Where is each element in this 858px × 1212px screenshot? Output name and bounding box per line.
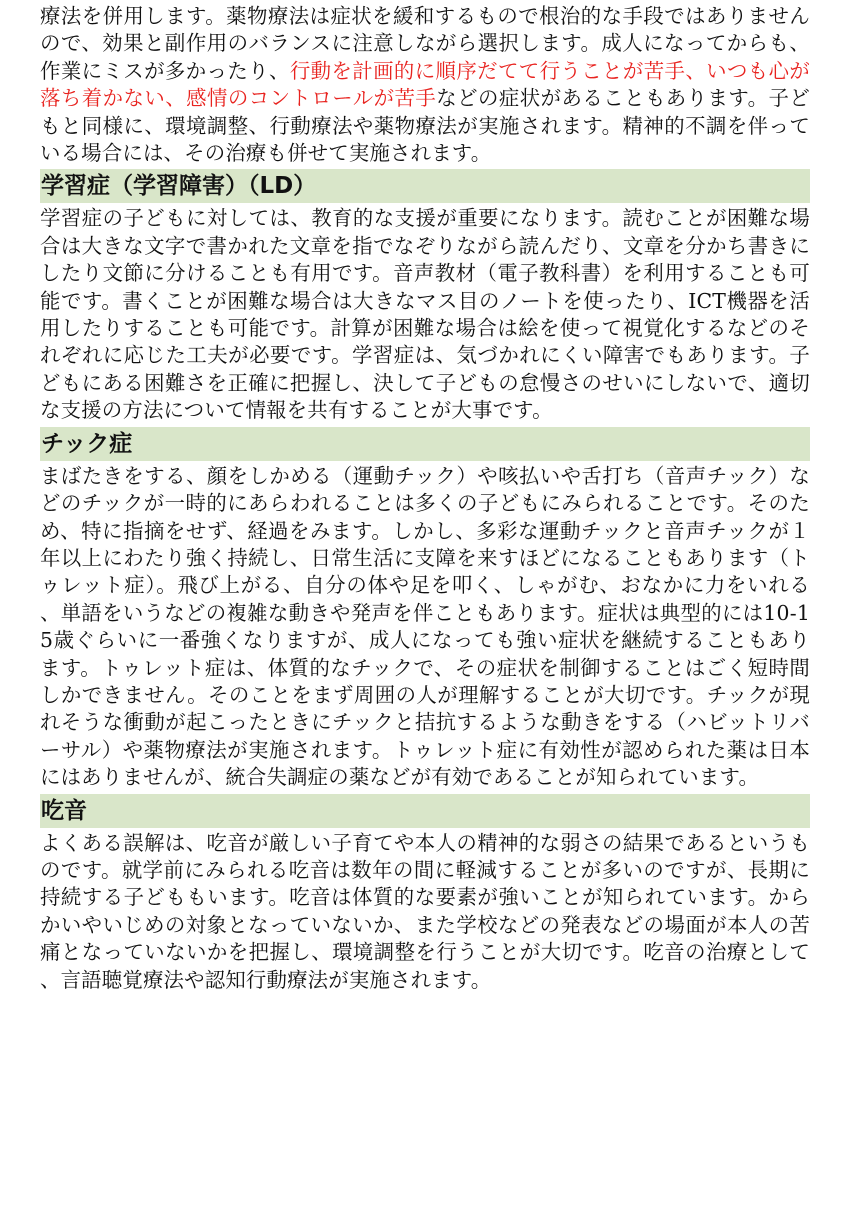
document-page bbox=[40, 0, 810, 994]
stutter-paragraph: よくある誤解は、吃音が厳しい子育てや本人の精神的な弱さの結果であるというものです。就学前にみられる吃音は数年の間に軽減することが多いのですが、長期に持続する子どももいます。吃音は体質的な要素が強いことが知られています。からかいやいじめの対象となっていないか、また学校などの発表などの場面が本人の苦痛となっていないかを把握し、環境調整を行うことが大切です。吃音の治療として、言語聴覚療法や認知行動療法が実施されます。 bbox=[40, 830, 810, 992]
intro-paragraph bbox=[40, 3, 810, 167]
intro-text-a: 療法を併用します。薬物療法は症状を緩和するもので根治的な手段ではありませんので、効果と副作用のバランスに注意しながら選択します。成人になってからも、作業にミスが多かったり、 bbox=[40, 4, 810, 83]
intro-highlighted-text: 行動を計画的に順序だてて行うことが苦手、いつも心が落ち着かない、感情のコントロールが苦手 bbox=[40, 58, 811, 111]
tic-paragraph: まばたきをする、顔をしかめる（運動チック）や咳払いや舌打ち（音声チック）などのチックが一時的にあらわれることは多くの子どもにみられることです。そのため、特に指摘をせず、経過をみます。しかし、多彩な運動チックと音声チックが１年以上にわたり強く持続し、日常生活に支障を来すほどになることもあります（トゥレット症）。飛び上がる、自分の体や足を叩く、しゃがむ、おなかに力をいれる、単語をいうなどの複雑な動きや発声を伴こともあります。症状は典型的には10-15歳ぐらいに一番強くなりますが、成人になっても強い症状を継続することもあります。トゥレット症は、体質的なチックで、その症状を制御することはごく短時間しかできません。そのことをまず周囲の人が理解することが大切です。チックが現れそうな衝動が起こったときにチックと拮抗するような動きをする（ハビットリバーサル）や薬物療法が実施されます。トゥレット症に有効性が認められた薬は日本にはありませんが、統合失調症の薬などが有効であることが知られています。 bbox=[40, 463, 810, 790]
ld-heading: 学習症（学習障害）（LD） bbox=[40, 169, 810, 203]
tic-heading: チック症 bbox=[40, 427, 810, 461]
ld-paragraph: 学習症の子どもに対しては、教育的な支援が重要になります。読むことが困難な場合は大きな文字で書かれた文章を指でなぞりながら読んだり、文章を分かち書きにしたり文節に分けることも有用です。音声教材（電子教科書）を利用することも可能です。書くことが困難な場合は大きなマス目のノートを使ったり、ICT機器を活用したりすることも可能です。計算が困難な場合は絵を使って視覚化するなどのそれぞれに応じた工夫が必要です。学習症は、気づかれにくい障害でもあります。子どもにある困難さを正確に把握し、決して子どもの怠慢さのせいにしないで、適切な支援の方法について情報を共有することが大事です。 bbox=[40, 206, 810, 423]
intro-text-b: などの症状があることもあります。子どもと同様に、環境調整、行動療法や薬物療法が実施されます。精神的不調を伴っている場合には、その治療も併せて実施されます。 bbox=[40, 86, 811, 166]
stutter-heading: 吃音 bbox=[40, 794, 810, 828]
